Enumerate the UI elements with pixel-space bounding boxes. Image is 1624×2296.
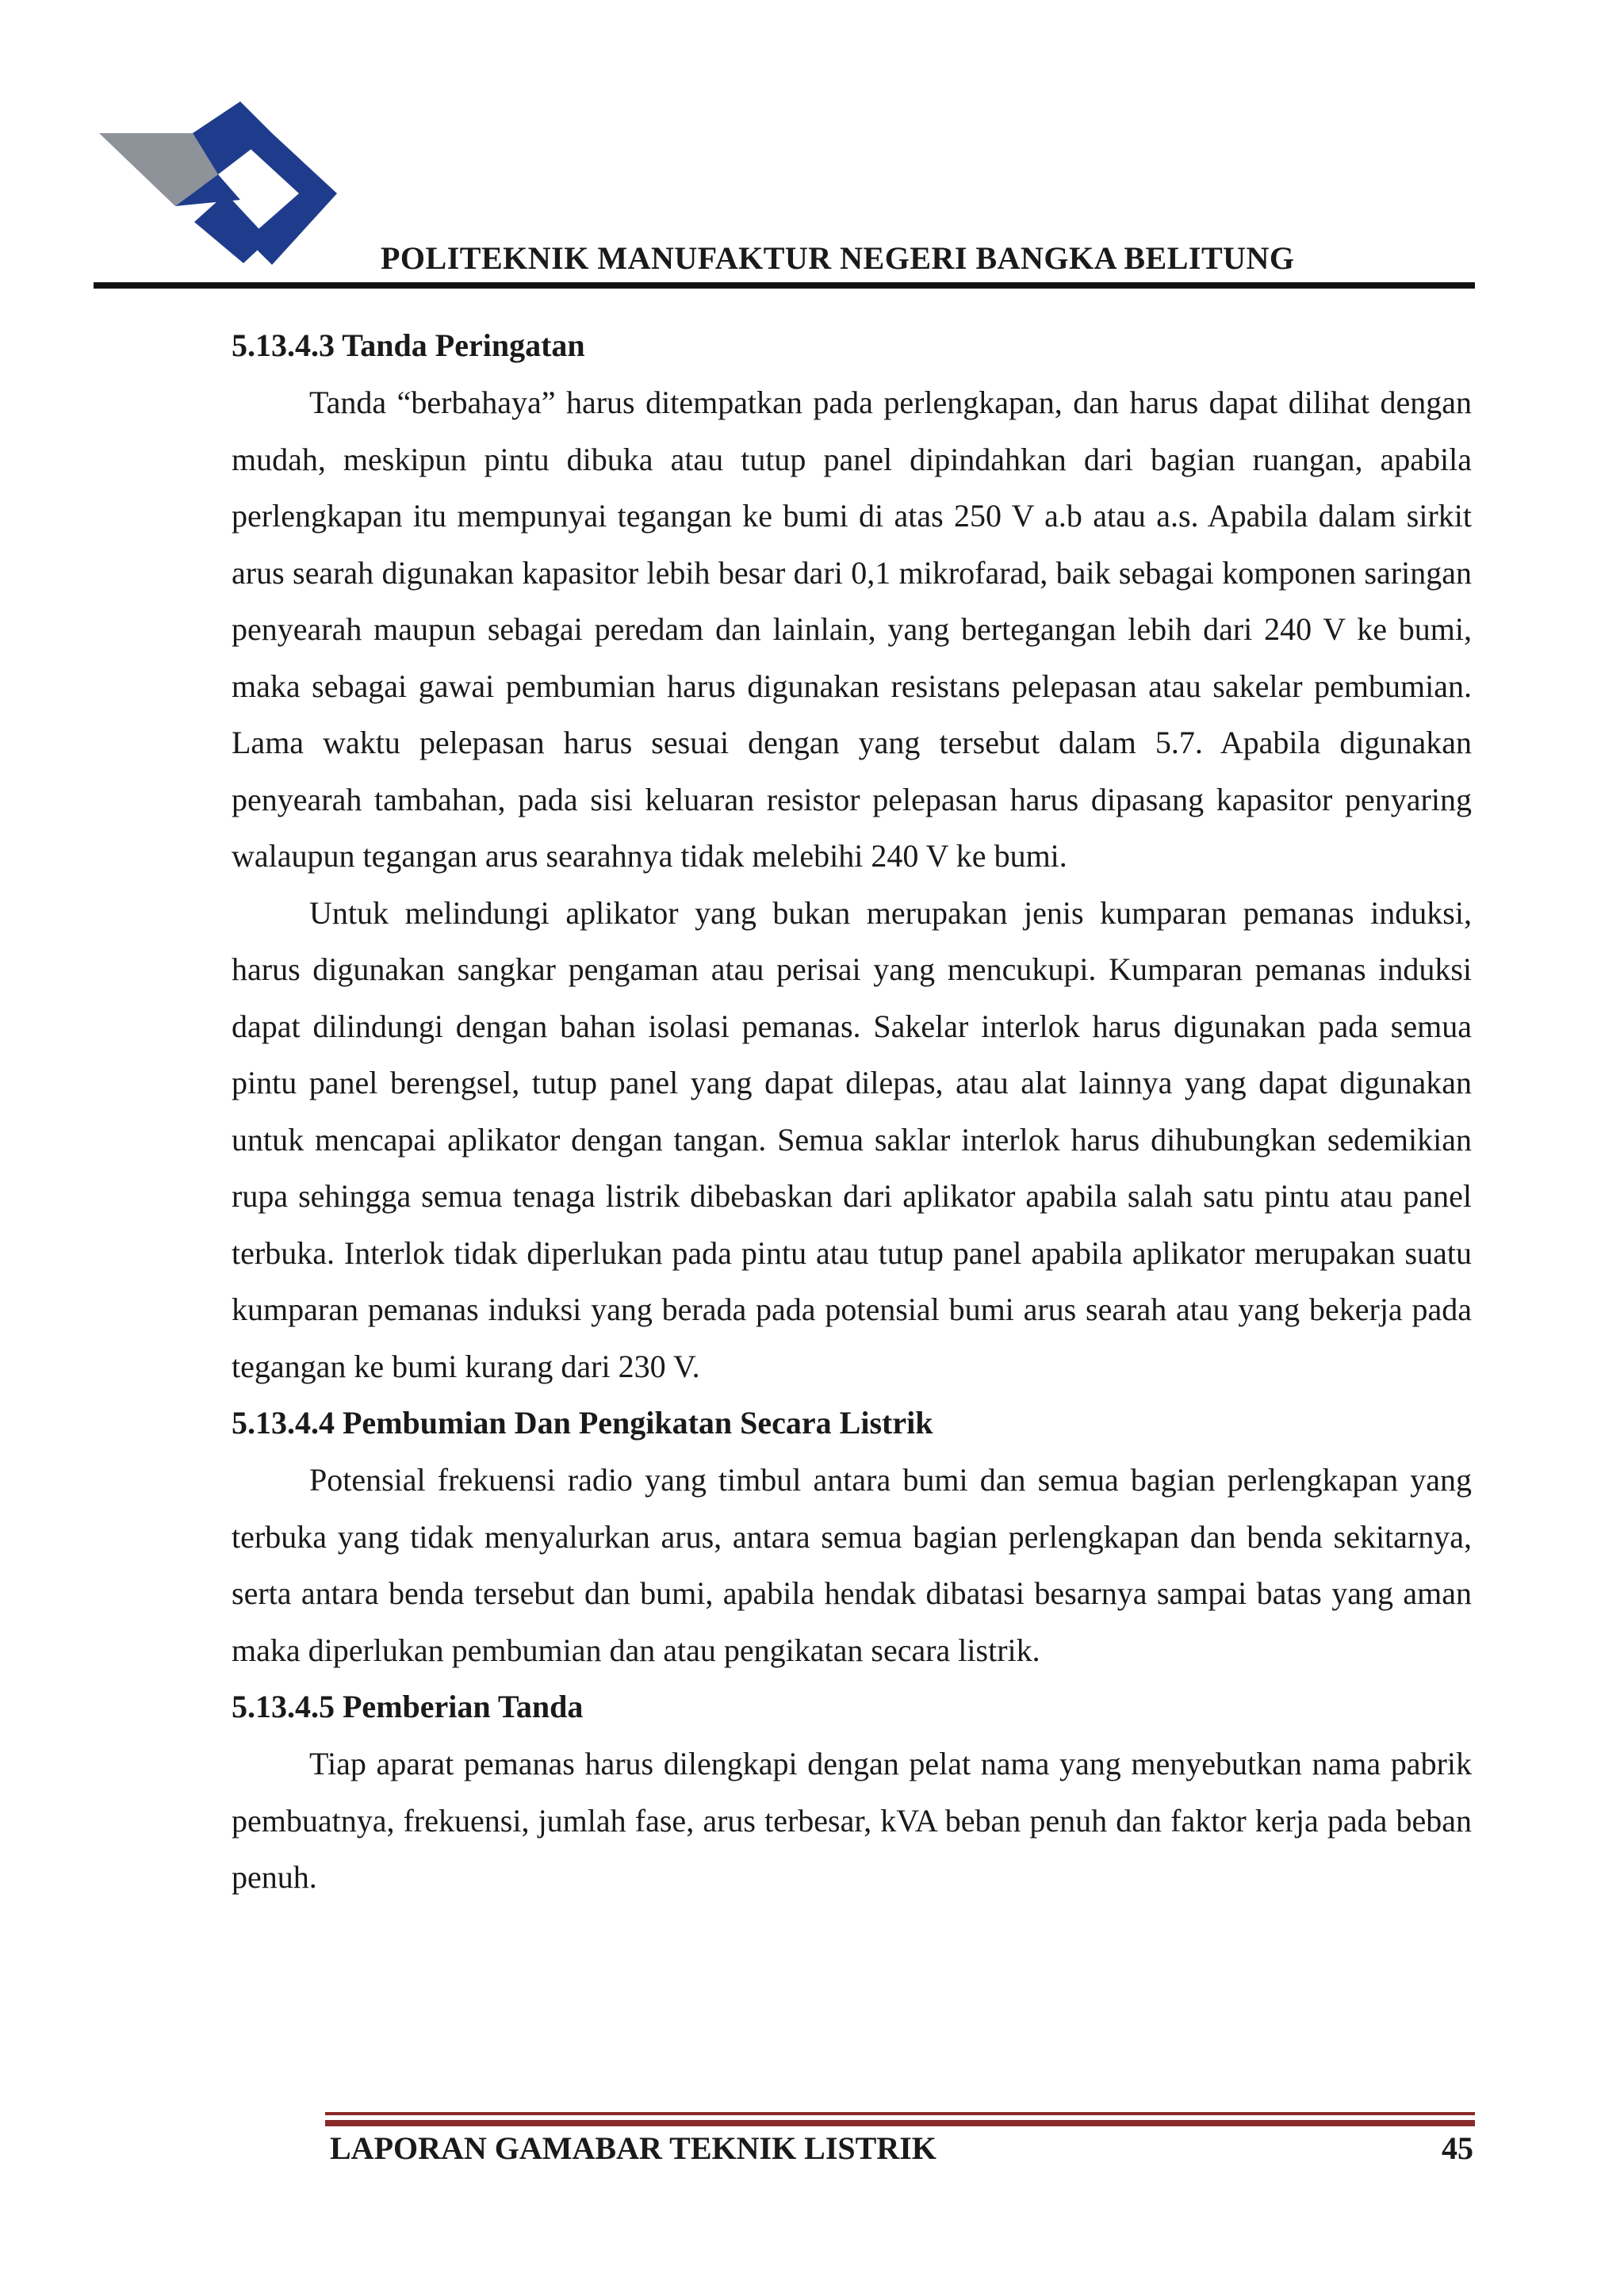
section-heading: 5.13.4.4 Pembumian Dan Pengikatan Secara Listrik <box>232 1405 933 1441</box>
section-tanda-peringatan <box>232 317 1472 1395</box>
document-body <box>232 317 1472 1906</box>
institution-name: POLITEKNIK MANUFAKTUR NEGERI BANGKA BELITUNG <box>381 240 1295 276</box>
footer-title: LAPORAN GAMABAR TEKNIK LISTRIK <box>330 2130 936 2166</box>
page-number: 45 <box>1442 2130 1473 2166</box>
section-pembumian <box>232 1395 1472 1678</box>
paragraph: Tiap aparat pemanas harus dilengkapi dengan pelat nama yang menyebutkan nama pabrik pembuatnya, frekuensi, jumlah fase, arus terbesar, kVA beban penuh dan faktor kerja pada beban penuh. <box>232 1746 1472 1895</box>
section-heading: 5.13.4.3 Tanda Peringatan <box>232 327 585 363</box>
paragraph: Untuk melindungi aplikator yang bukan merupakan jenis kumparan pemanas induksi, harus digunakan sangkar pengaman atau perisai yang mencukupi. Kumparan pemanas induksi dapat dilindungi dengan bahan isolasi pemanas. Sakelar interlok harus digunakan pada semua pintu panel berengsel, tutup panel yang dapat dilepas, atau alat lainnya yang dapat digunakan untuk mencapai aplikator dengan tangan. Semua saklar interlok harus dihubungkan sedemikian rupa sehingga semua tenaga listrik dibebaskan dari aplikator apabila salah satu pintu atau panel terbuka. Interlok tidak diperlukan pada pintu atau tutup panel apabila aplikator merupakan suatu kumparan pemanas induksi yang berada pada potensial bumi arus searah atau yang bekerja pada tegangan ke bumi kurang dari 230 V. <box>232 894 1472 1384</box>
footer-divider-thin <box>325 2112 1475 2115</box>
footer-divider-thick <box>325 2120 1475 2126</box>
logo-blue-lower-shape <box>194 193 269 263</box>
section-heading: 5.13.4.5 Pemberian Tanda <box>232 1689 584 1724</box>
paragraph: Tanda “berbahaya” harus ditempatkan pada perlengkapan, dan harus dapat dilihat dengan mudah, meskipun pintu dibuka atau tutup panel dipindahkan dari bagian ruangan, apabila perlengkapan itu mempunyai tegangan ke bumi di atas 250 V a.b atau a.s. Apabila dalam sirkit arus searah digunakan kapasitor lebih besar dari 0,1 mikrofarad, baik sebagai komponen saringan penyearah maupun sebagai peredam dan lainlain, yang bertegangan lebih dari 240 V ke bumi, maka sebagai gawai pembumian harus digunakan resistans pelepasan atau sakelar pembumian. Lama waktu pelepasan harus sesuai dengan yang tersebut dalam 5.7. Apabila digunakan penyearah tambahan, pada sisi keluaran resistor pelepasan harus dipasang kapasitor penyaring walaupun tegangan arus searahnya tidak melebihi 240 V ke bumi. <box>232 385 1472 874</box>
header-divider <box>94 282 1475 289</box>
paragraph: Potensial frekuensi radio yang timbul antara bumi dan semua bagian perlengkapan yang terbuka yang tidak menyalurkan arus, antara semua bagian perlengkapan dan benda sekitarnya, serta antara benda tersebut dan bumi, apabila hendak dibatasi besarnya sampai batas yang aman maka diperlukan pembumian dan atau pengikatan secara listrik. <box>232 1462 1472 1668</box>
section-pemberian-tanda <box>232 1678 1472 1906</box>
polman-logo-icon <box>99 95 345 270</box>
